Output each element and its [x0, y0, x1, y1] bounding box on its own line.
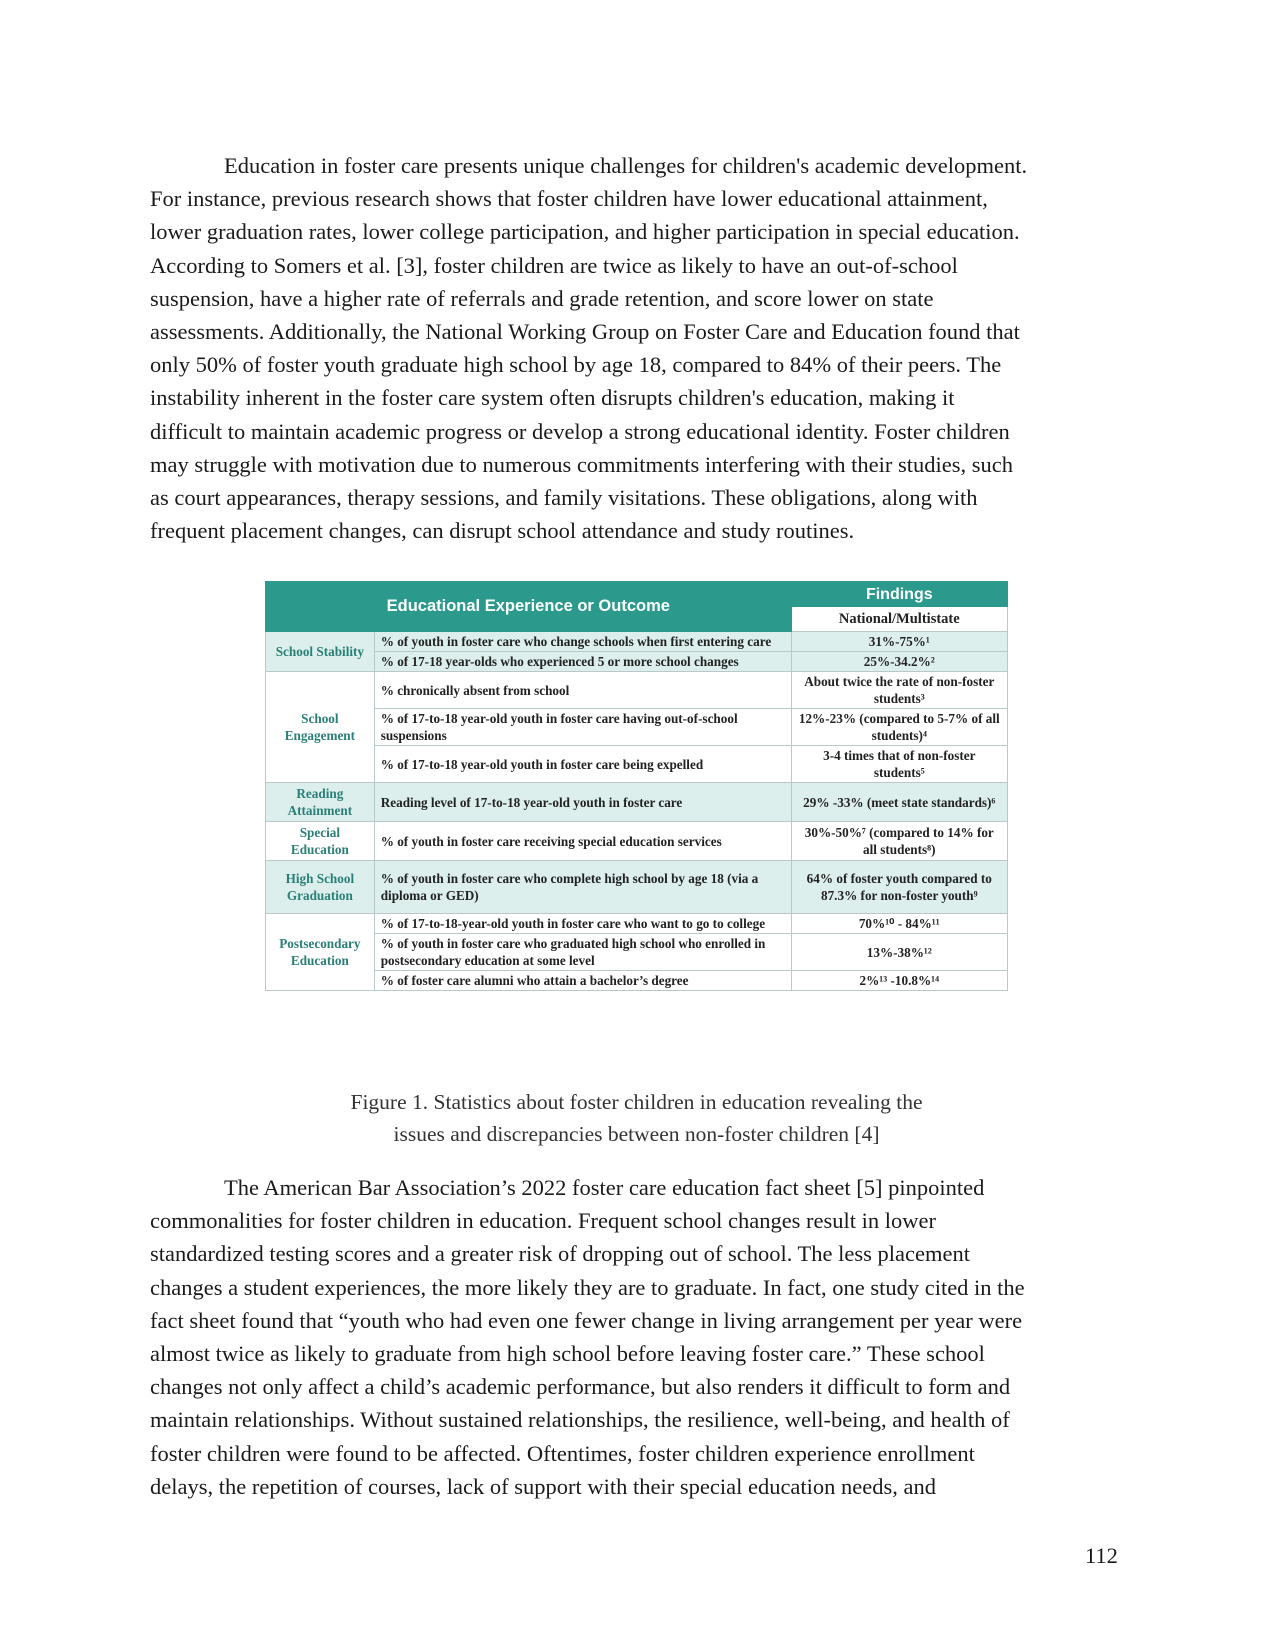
row-finding: 30%-50%⁷ (compared to 14% for all students⁸): [791, 822, 1007, 861]
body-paragraph-2: [150, 1171, 1130, 1503]
row-description: % of youth in foster care who change schools when first entering care: [374, 632, 791, 652]
paragraph-line: delays, the repetition of courses, lack of support with their special education needs, and: [150, 1473, 937, 1499]
body-paragraph-1: [150, 149, 1130, 547]
row-finding: 64% of foster youth compared to 87.3% for non-foster youth⁹: [791, 861, 1007, 914]
paragraph-line: instability inherent in the foster care system often disrupts children's education, making it: [150, 385, 955, 411]
table-row: [266, 822, 1008, 861]
table-subheader-national: National/Multistate: [791, 607, 1007, 632]
paragraph-line: almost twice as likely to graduate from high school before leaving foster care.” These school: [150, 1341, 985, 1367]
table-header-outcome: Educational Experience or Outcome: [266, 582, 792, 632]
table-row: [266, 709, 1008, 746]
table-header-findings: Findings: [791, 582, 1007, 607]
caption-line: issues and discrepancies between non-foster children [4]: [393, 1122, 880, 1146]
category-school-stability: School Stability: [266, 632, 375, 672]
page-number: 112: [1085, 1543, 1118, 1568]
row-description: % of 17-to-18-year-old youth in foster care who want to go to college: [374, 914, 791, 934]
caption-line: Figure 1. Statistics about foster children in education revealing the: [350, 1090, 923, 1114]
paragraph-line: as court appearances, therapy sessions, and family visitations. These obligations, along with: [150, 485, 978, 511]
paragraph-line: maintain relationships. Without sustained relationships, the resilience, well-being, and health of: [150, 1407, 1010, 1433]
paragraph-line: Education in foster care presents unique challenges for children's academic development.: [224, 153, 1028, 178]
paragraph-line: changes not only affect a child’s academic performance, but also renders it difficult to form and: [150, 1374, 1011, 1400]
row-description: Reading level of 17-to-18 year-old youth in foster care: [374, 783, 791, 822]
category-postsecondary-education: Postsecondary Education: [266, 914, 375, 991]
statistics-table: [265, 581, 1008, 991]
table-row: [266, 783, 1008, 822]
paragraph-line: only 50% of foster youth graduate high school by age 18, compared to 84% of their peers. The: [150, 352, 1002, 378]
row-description: % chronically absent from school: [374, 672, 791, 709]
paragraph-line: The American Bar Association’s 2022 foster care education fact sheet [5] pinpointed: [224, 1175, 985, 1200]
row-finding: About twice the rate of non-foster students³: [791, 672, 1007, 709]
row-description: % of youth in foster care receiving special education services: [374, 822, 791, 861]
row-finding: 25%-34.2%²: [791, 652, 1007, 672]
table-row: [266, 672, 1008, 709]
paragraph-line: lower graduation rates, lower college participation, and higher participation in special education.: [150, 219, 1020, 245]
paragraph-line: standardized testing scores and a greater risk of dropping out of school. The less placement: [150, 1241, 970, 1267]
paragraph-line: foster children were found to be affected. Oftentimes, foster children experience enrollment: [150, 1440, 975, 1466]
table-row: [266, 652, 1008, 672]
table-row: [266, 934, 1008, 971]
paragraph-line: fact sheet found that “youth who had even one fewer change in living arrangement per year were: [150, 1307, 1023, 1333]
table-row: [266, 971, 1008, 991]
row-description: % of 17-18 year-olds who experienced 5 or more school changes: [374, 652, 791, 672]
figure-caption: [265, 1086, 1008, 1150]
table-row: [266, 632, 1008, 652]
row-finding: 29% -33% (meet state standards)⁶: [791, 783, 1007, 822]
row-description: % of 17-to-18 year-old youth in foster care being expelled: [374, 746, 791, 783]
row-finding: 70%¹⁰ - 84%¹¹: [791, 914, 1007, 934]
row-finding: 12%-23% (compared to 5-7% of all students)⁴: [791, 709, 1007, 746]
row-description: % of youth in foster care who graduated high school who enrolled in postsecondary education at some level: [374, 934, 791, 971]
paragraph-line: difficult to maintain academic progress or develop a strong educational identity. Foster children: [150, 418, 1010, 444]
paragraph-line: According to Somers et al. [3], foster children are twice as likely to have an out-of-school: [150, 252, 958, 278]
table-row: [266, 914, 1008, 934]
row-description: % of foster care alumni who attain a bachelor’s degree: [374, 971, 791, 991]
row-finding: 13%-38%¹²: [791, 934, 1007, 971]
paragraph-line: changes a student experiences, the more likely they are to graduate. In fact, one study cited in the: [150, 1274, 1025, 1300]
row-finding: 31%-75%¹: [791, 632, 1007, 652]
paragraph-line: may struggle with motivation due to numerous commitments interfering with their studies, such: [150, 451, 1013, 477]
category-high-school-graduation: High School Graduation: [266, 861, 375, 914]
row-finding: 3-4 times that of non-foster students⁵: [791, 746, 1007, 783]
category-school-engagement: School Engagement: [266, 672, 375, 783]
category-reading-attainment: Reading Attainment: [266, 783, 375, 822]
row-description: % of youth in foster care who complete high school by age 18 (via a diploma or GED): [374, 861, 791, 914]
paragraph-line: For instance, previous research shows that foster children have lower educational attainment,: [150, 186, 988, 212]
paragraph-line: commonalities for foster children in education. Frequent school changes result in lower: [150, 1208, 937, 1234]
row-finding: 2%¹³ -10.8%¹⁴: [791, 971, 1007, 991]
paragraph-line: suspension, have a higher rate of referrals and grade retention, and score lower on state: [150, 285, 934, 311]
table-row: [266, 861, 1008, 914]
paragraph-line: assessments. Additionally, the National Working Group on Foster Care and Education found that: [150, 319, 1020, 345]
table-row: [266, 746, 1008, 783]
row-description: % of 17-to-18 year-old youth in foster care having out-of-school suspensions: [374, 709, 791, 746]
category-special-education: Special Education: [266, 822, 375, 861]
paragraph-line: frequent placement changes, can disrupt school attendance and study routines.: [150, 518, 855, 544]
